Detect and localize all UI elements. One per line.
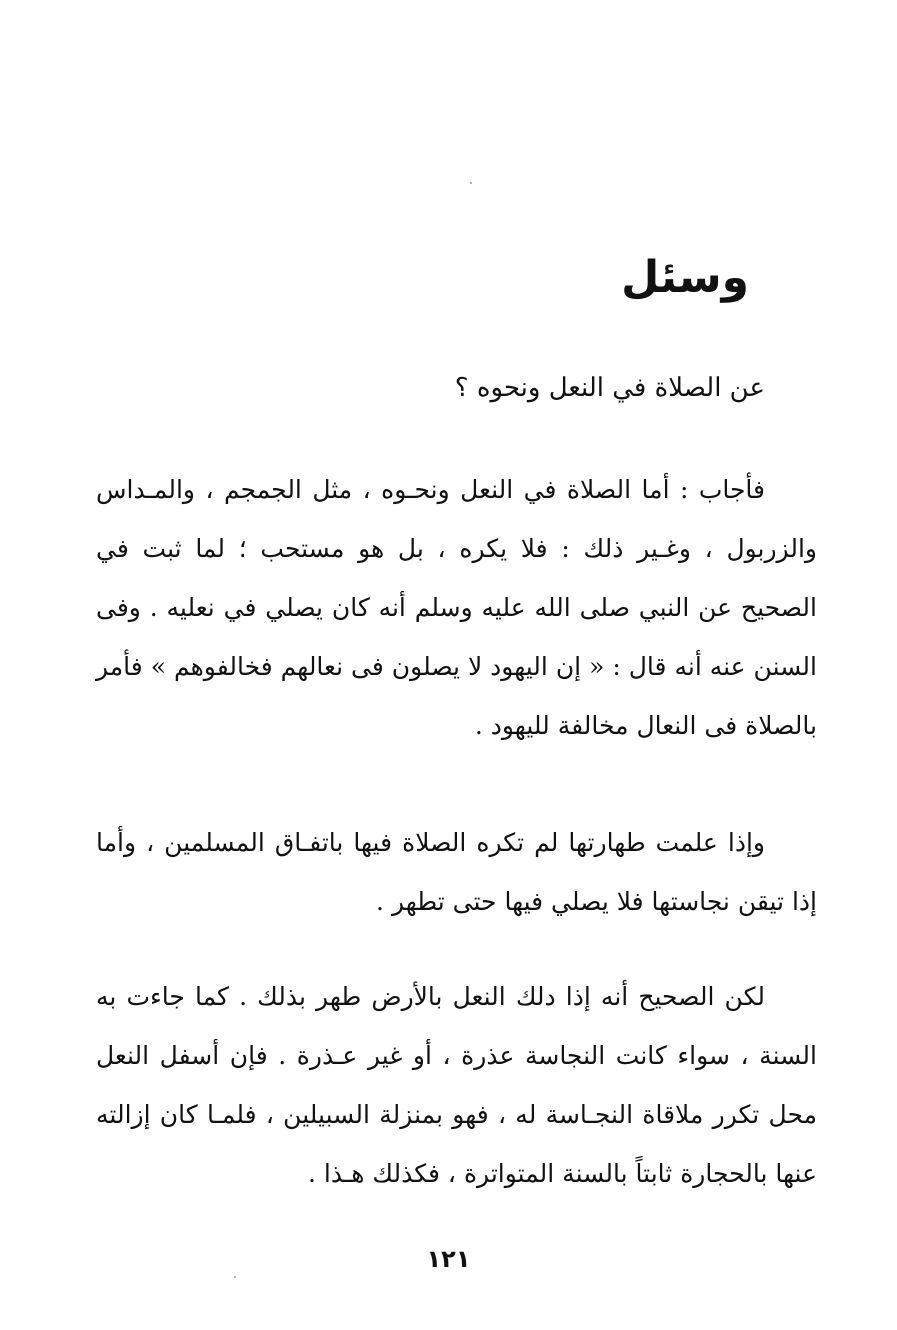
answer-paragraph: [96, 460, 817, 755]
scan-speck: [470, 182, 472, 184]
question-text: عن الصلاة في النعل ونحوه ؟: [454, 373, 765, 403]
paragraph-text: لكن الصحيح أنه إذا دلك النعل بالأرض طهر بذلك . كما جاءت به السنة ، سواء كانت النجاسة عذرة ، أو غير عـذرة . فإن أسفل النعل محل تكرر ملاقاة النجـاسة له ، فهو بمنزلة السبيلين ، فلمـا كان إزالته عنها بالحجارة ثابتاً بالسنة المتواترة ، فكذلك هـذا .: [96, 982, 817, 1188]
paragraph-text: فأجاب : أما الصلاة في النعل ونحـوه ، مثل الجمجم ، والمـداس والزربول ، وغـير ذلك : فلا يكره ، بل هو مستحب ؛ لما ثبت في الصحيح عن النبي صلى الله عليه وسلم أنه كان يصلي في نعليه . وفى السنن عنه أنه قال : « إن اليهود لا يصلون فى نعالهم فخالفوهم » فأمر بالصلاة فى النعال مخالفة لليهود .: [96, 475, 817, 740]
cleaning-paragraph: [96, 967, 817, 1203]
page-number: ١٢١: [426, 1245, 471, 1273]
section-heading: وسئل: [621, 252, 749, 303]
paragraph-text: وإذا علمت طهارتها لم تكره الصلاة فيها باتفـاق المسلمين ، وأما إذا تيقن نجاستها فلا يصلي فيها حتى تطهر .: [96, 828, 817, 916]
purity-paragraph: [96, 813, 817, 931]
scan-speck: [234, 1276, 236, 1278]
